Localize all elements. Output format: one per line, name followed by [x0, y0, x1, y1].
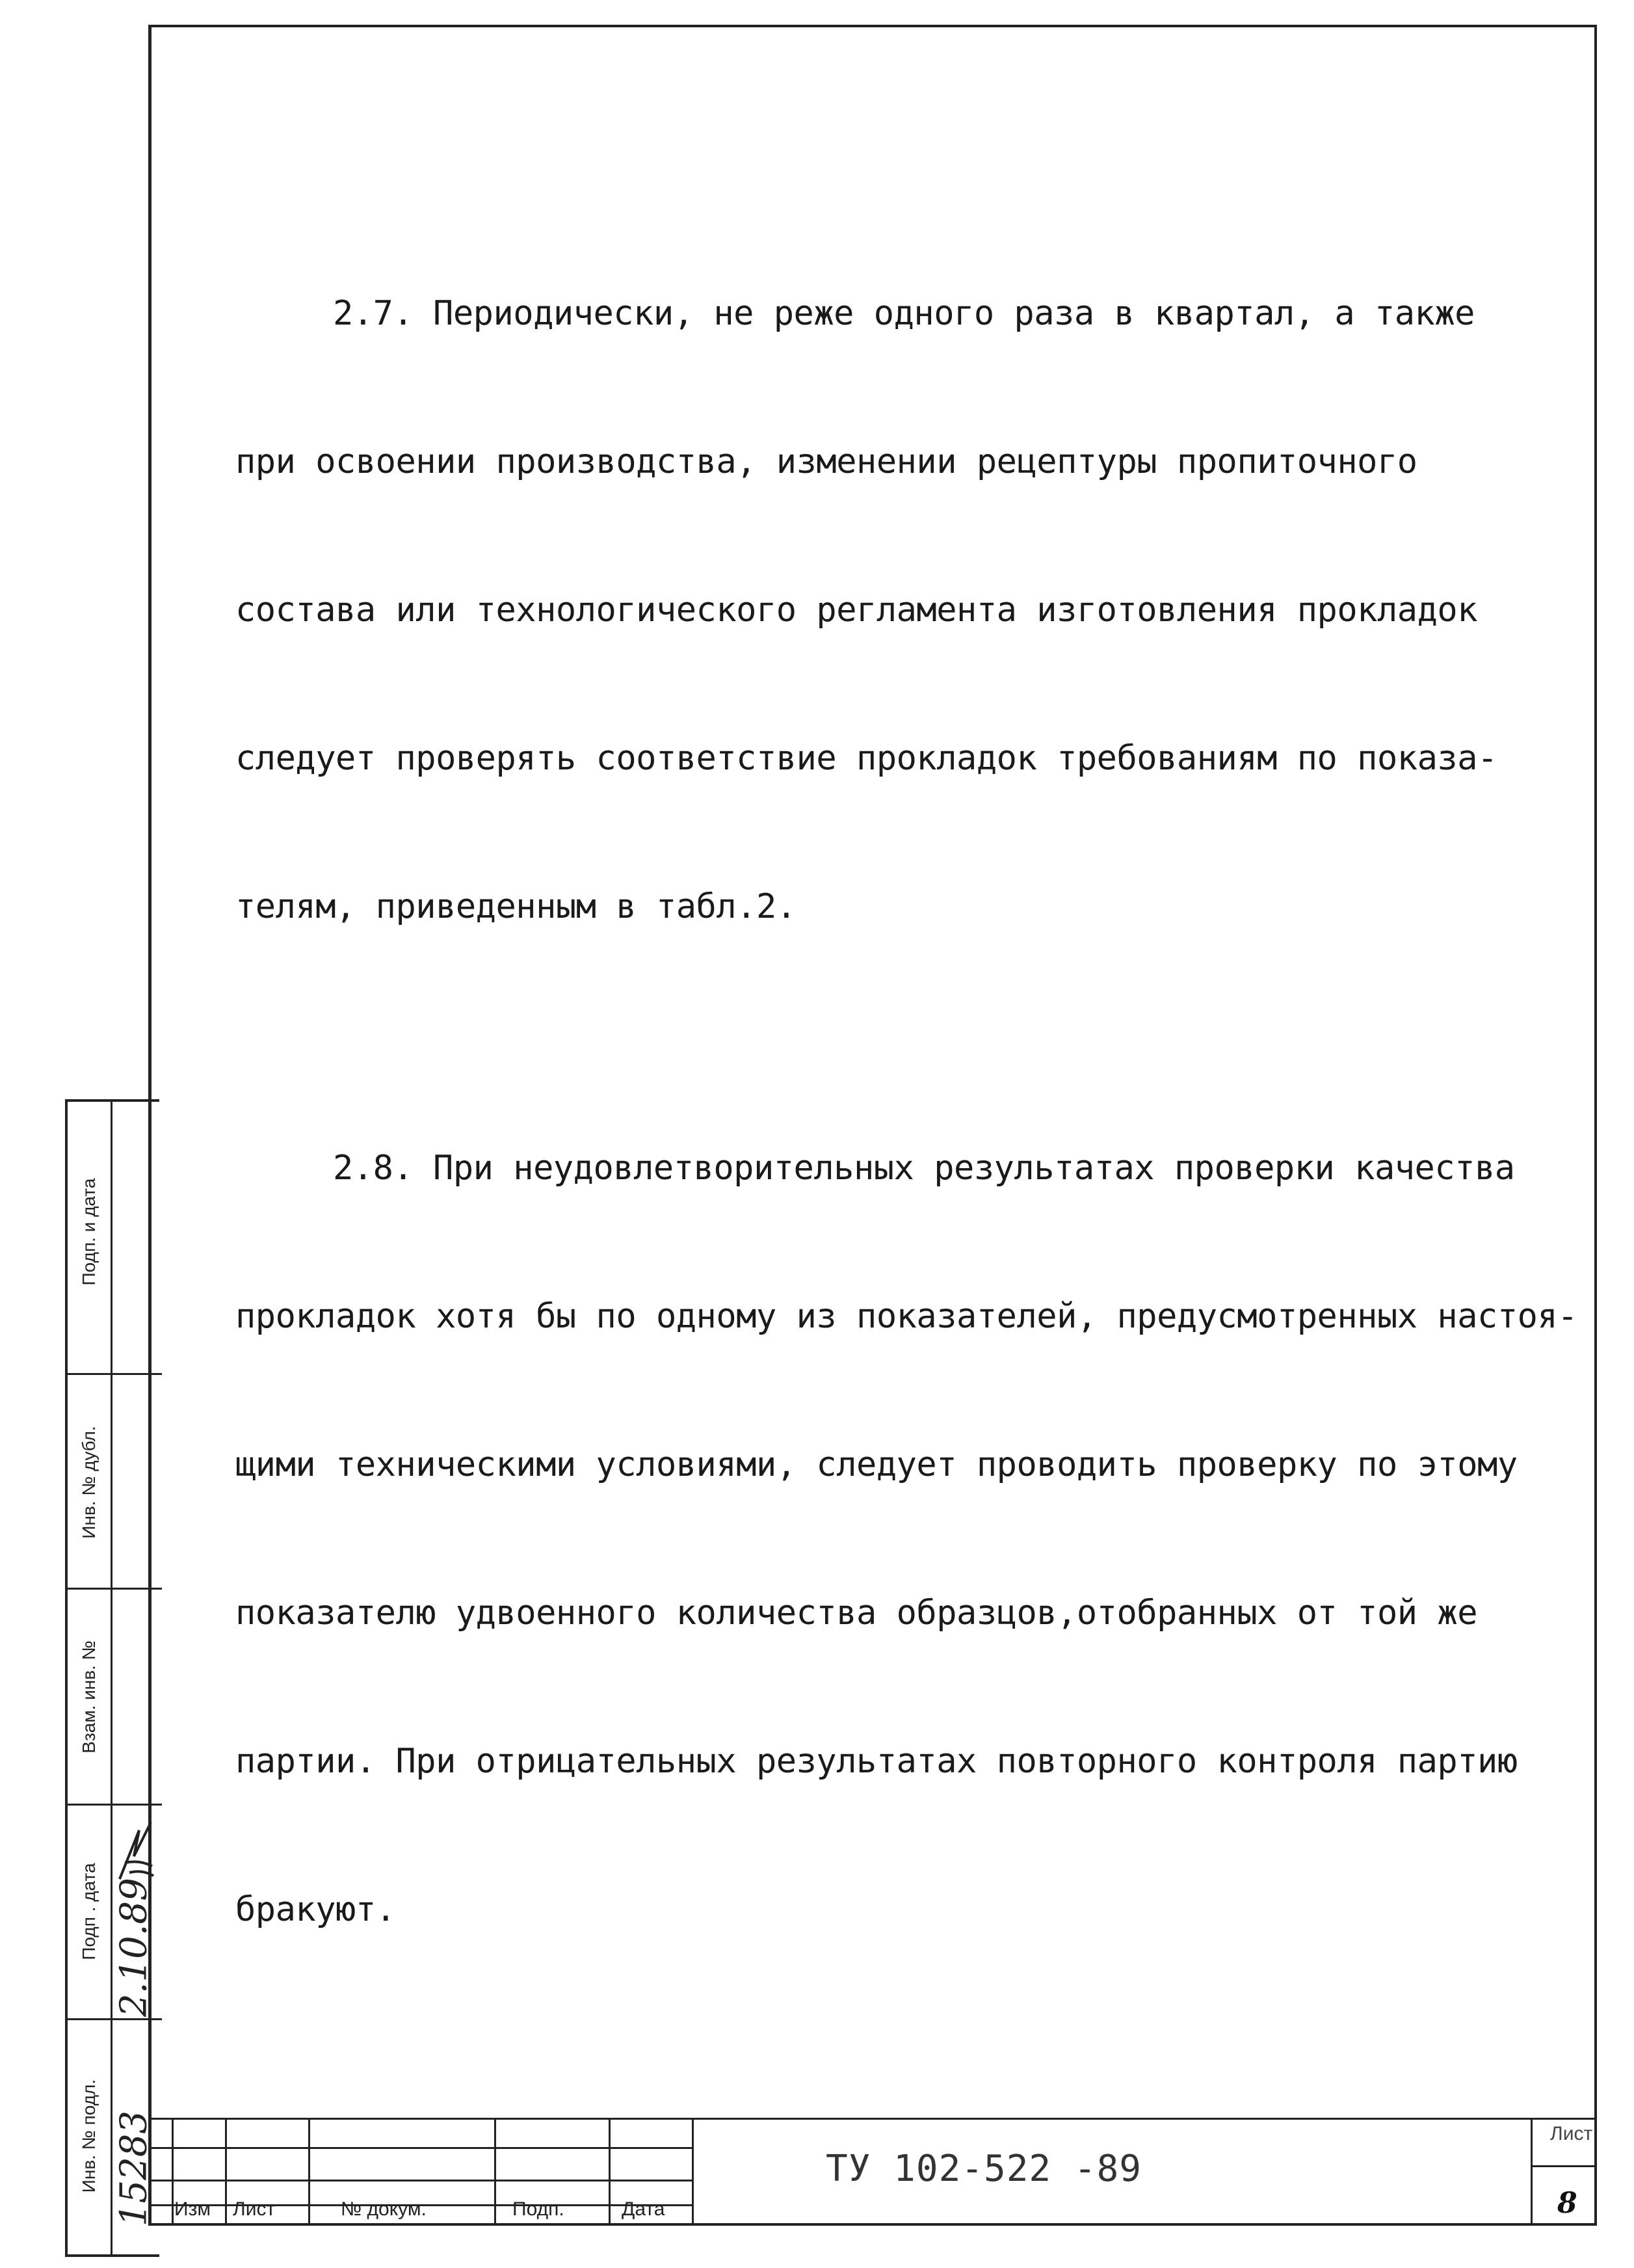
- sheet-cell-divider: [1531, 2165, 1597, 2167]
- text-line: следует проверять соответствие прокладок требованиям по показа-: [235, 739, 1497, 778]
- paragraph-2-7: [235, 190, 1536, 1030]
- title-block-col-line: [172, 2120, 174, 2223]
- label-replace-inv-no: Взам. инв. №: [79, 1640, 99, 1754]
- col-label-change: Изм: [174, 2198, 211, 2220]
- title-block-col-line: [692, 2120, 694, 2223]
- text-line: показателю удвоенного количества образцов,отобранных от той же: [235, 1594, 1478, 1633]
- title-block-col-line: [609, 2120, 611, 2223]
- text-line: при освоении производства, изменении рецептуры пропиточного: [235, 442, 1417, 481]
- col-label-signature: Подп.: [512, 2198, 564, 2220]
- signature-mark: [113, 1817, 159, 1889]
- handwritten-inv-number: 15283: [112, 2110, 155, 2227]
- text-line: партии. При отрицательных результатах повторного контроля партию: [235, 1742, 1518, 1781]
- text-line: телям, приведенным в табл.2.: [235, 887, 797, 926]
- label-dup-inv-no: Инв. № дубл.: [79, 1426, 99, 1539]
- document-code: ТУ 102-522 -89: [826, 2148, 1142, 2190]
- label-sign-date: Подп . дата: [79, 1863, 99, 1960]
- col-label-date: Дата: [622, 2198, 665, 2220]
- text-line: 2.7. Периодически, не реже одного раза в квартал, а также: [333, 294, 1475, 333]
- paragraph-2-8: [235, 1045, 1578, 2033]
- side-stamp: [65, 1099, 159, 2257]
- sheet-label: Лист: [1550, 2123, 1593, 2144]
- label-orig-inv-no: Инв. № подл.: [79, 2079, 99, 2193]
- handwritten-date: 2.10.89: [112, 1878, 155, 2017]
- document-body: [235, 190, 1578, 2048]
- col-label-sheet: Лист: [233, 2198, 276, 2220]
- title-block-col-line: [308, 2120, 310, 2223]
- col-label-doc-no: № докум.: [341, 2198, 427, 2220]
- title-block-col-line: [225, 2120, 227, 2223]
- title-block-col-line: [1531, 2120, 1533, 2223]
- title-block-col-line: [494, 2120, 496, 2223]
- text-line: бракуют.: [235, 1890, 396, 1929]
- sheet-number: 8: [1557, 2187, 1577, 2220]
- label-sign-and-date: Подп. и дата: [79, 1178, 99, 1286]
- text-line: 2.8. При неудовлетворительных результатах проверки качества: [333, 1149, 1515, 1188]
- text-line: прокладок хотя бы по одному из показателей, предусмотренных настоя-: [235, 1297, 1578, 1336]
- text-line: состава или технологического регламента изготовления прокладок: [235, 591, 1478, 630]
- text-line: щими техническими условиями, следует проводить проверку по этому: [235, 1445, 1518, 1484]
